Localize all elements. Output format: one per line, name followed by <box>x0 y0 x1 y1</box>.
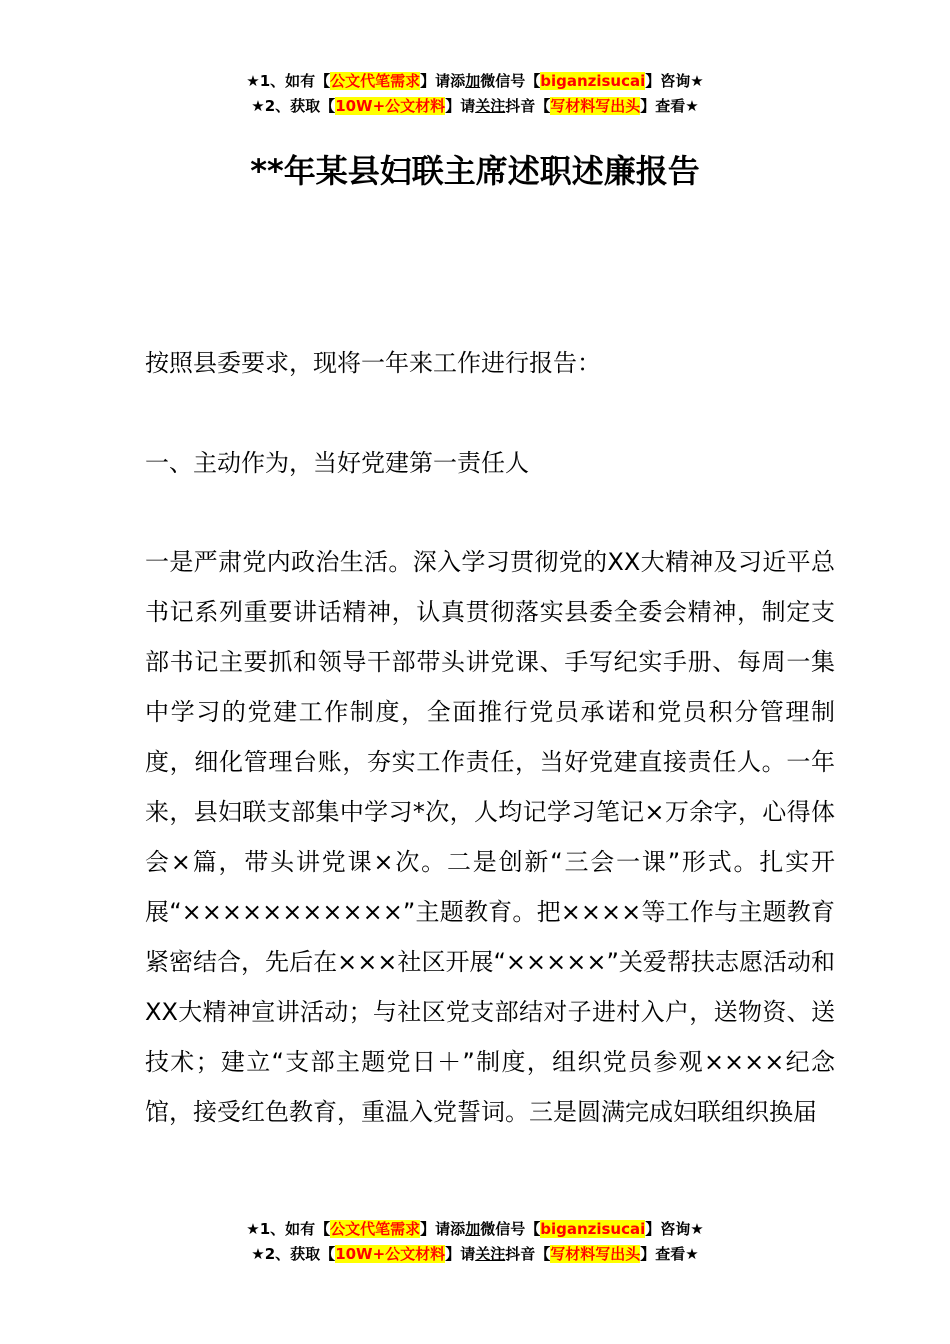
highlight-douyin-account: 写材料写出头 <box>550 1245 641 1263</box>
highlight-materials: 10W+公文材料 <box>335 97 446 115</box>
body-paragraph-1: 一是严肃党内政治生活。深入学习贯彻党的XX大精神及习近平总书记系列重要讲话精神，认真贯彻落实县委全委会精神，制定支部书记主要抓和领导干部带头讲党课、手写纪实手册、每周一集中学习的党建工作制度，全面推行党员承诺和党员积分管理制度，细化管理台账，夯实工作责任，当好党建直接责任人。一年来，县妇联支部集中学习*次，人均记学习笔记×万余字，心得体会×篇，带头讲党课×次。二是创新“三会一课”形式。扎实开展“×××××××××××”主题教育。把××××等工作与主题教育紧密结合，先后在×××社区开展“×××××”关爱帮扶志愿活动和XX大精神宣讲活动；与社区党支部结对子进村入户，送物资、送技术；建立“支部主题党日＋”制度，组织党员参观××××纪念馆，接受红色教育，重温入党誓词。三是圆满完成妇联组织换届 <box>145 548 835 1126</box>
banner-line-1: ★1、如有【公文代笔需求】请添加微信号【biganzisucai】咨询★ <box>246 72 704 90</box>
header-banner <box>0 69 950 119</box>
banner-line-2: ★2、获取【10W+公文材料】请关注抖音【写材料写出头】查看★ <box>251 97 699 115</box>
highlight-wechat-id: biganzisucai <box>540 1220 646 1238</box>
section-heading-1: 一、主动作为，当好党建第一责任人 <box>145 449 529 477</box>
banner-line-2: ★2、获取【10W+公文材料】请关注抖音【写材料写出头】查看★ <box>251 1245 699 1263</box>
highlight-service: 公文代笔需求 <box>330 72 421 90</box>
highlight-douyin-account: 写材料写出头 <box>550 97 641 115</box>
highlight-wechat-id: biganzisucai <box>540 72 646 90</box>
highlight-service: 公文代笔需求 <box>330 1220 421 1238</box>
highlight-materials: 10W+公文材料 <box>335 1245 446 1263</box>
footer-banner <box>0 1217 950 1267</box>
intro-paragraph: 按照县委要求，现将一年来工作进行报告： <box>145 349 601 377</box>
document-title: **年某县妇联主席述职述廉报告 <box>250 152 700 190</box>
banner-line-1: ★1、如有【公文代笔需求】请添加微信号【biganzisucai】咨询★ <box>246 1220 704 1238</box>
